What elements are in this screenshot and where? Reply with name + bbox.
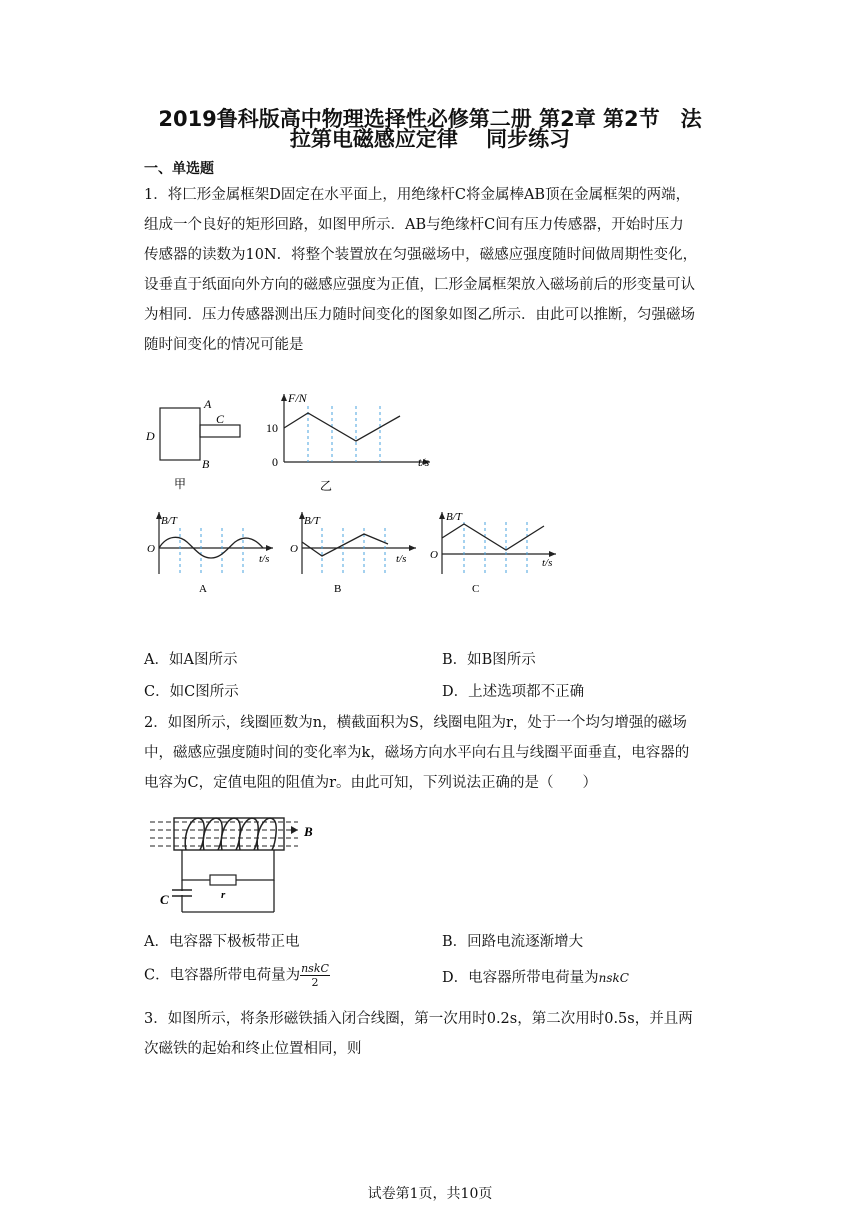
q1-line: 随时间变化的情况可能是 [144, 337, 304, 353]
q2-line: 电容为C，定值电阻的阻值为r。由此可知，下列说法正确的是（ ） [144, 775, 598, 791]
q2-option-d-value: nskC [598, 971, 629, 985]
label-d: D [146, 429, 155, 443]
q1-option-figure-b [288, 508, 418, 598]
q1-option-figure-c [428, 508, 558, 598]
circuit-r-label: r [221, 889, 226, 901]
q2-line: 2．如图所示，线圈匝数为n，横截面积为S，线圈电阻为r，处于一个均匀增强的磁场 [144, 715, 687, 731]
q2-circuit-figure [146, 812, 326, 920]
q1-option-b[interactable]: B．如B图所示 [442, 652, 536, 668]
section-heading: 一、单选题 [144, 161, 214, 177]
q1-text [144, 180, 718, 360]
opt-a-caption: A [199, 583, 207, 595]
label-b: B [202, 457, 210, 471]
caption-jia: 甲 [174, 477, 187, 491]
q1-line: 传感器的读数为10N．将整个装置放在匀强磁场中，磁感应强度随时间做周期性变化， [144, 247, 698, 263]
opt-b-caption: B [334, 583, 342, 595]
q2-option-d-text: D．电容器所带电荷量为 [442, 970, 599, 986]
q1-line: 组成一个良好的矩形回路，如图甲所示．AB与绝缘杆C间有压力传感器，开始时压力 [144, 217, 684, 233]
doc-title-line1: 2019鲁科版高中物理选择性必修第二册 第2章 第2节 法 [158, 107, 702, 131]
opt-c-ylabel: B/T [446, 511, 462, 523]
caption-yi: 乙 [320, 479, 333, 493]
q2-option-b[interactable]: B．回路电流逐渐增大 [442, 934, 584, 950]
yi-origin: 0 [272, 455, 278, 469]
q1-option-figure-a [145, 508, 275, 598]
q1-option-a[interactable]: A．如A图所示 [144, 652, 238, 668]
opt-b-ylabel: B/T [304, 515, 320, 527]
opt-c-xlabel: t/s [542, 557, 553, 569]
q1-option-c[interactable]: C．如C图所示 [144, 684, 239, 700]
fraction-denominator: 2 [311, 976, 319, 989]
opt-c-caption: C [472, 583, 480, 595]
q1-option-d[interactable]: D．上述选项都不正确 [442, 684, 585, 700]
page-footer: 试卷第1页，共10页 [367, 1186, 493, 1202]
q2-option-a[interactable]: A．电容器下极板带正电 [144, 934, 300, 950]
opt-a-ylabel: B/T [161, 515, 177, 527]
q1-figure-jia [140, 388, 260, 498]
q2-option-c-fraction [300, 962, 330, 989]
q2-option-c-text: C．电容器所带电荷量为 [144, 967, 301, 984]
q1-figure-yi [262, 388, 442, 498]
doc-title-line2: 拉第电磁感应定律 同步练习 [289, 127, 571, 151]
q2-line: 中，磁感应强度随时间的变化率为k，磁场方向水平向右且与线圈平面垂直，电容器的 [144, 745, 690, 761]
fraction-numerator: nskC [301, 962, 329, 975]
opt-c-origin: O [430, 549, 438, 561]
opt-a-origin: O [147, 543, 155, 555]
q3-line: 3．如图所示，将条形磁铁插入闭合线圈，第一次用时0.2s，第二次用时0.5s，并且两 [144, 1011, 693, 1027]
q1-line: 设垂直于纸面向外方向的磁感应强度为正值，匚形金属框架放入磁场前后的形变量可认 [144, 277, 695, 293]
yi-ylabel: F/N [288, 391, 307, 405]
yi-tick: 10 [266, 421, 278, 435]
opt-b-origin: O [290, 543, 298, 555]
q3-text [144, 1004, 718, 1064]
opt-a-xlabel: t/s [259, 553, 270, 565]
q3-line: 次磁铁的起始和终止位置相同，则 [144, 1041, 362, 1057]
q1-line: 1．将匚形金属框架D固定在水平面上，用绝缘杆C将金属棒AB顶在金属框架的两端， [144, 187, 691, 203]
yi-xlabel: t/s [418, 455, 430, 469]
q2-option-d[interactable] [442, 966, 629, 987]
label-c: C [216, 412, 225, 426]
q2-text [144, 708, 718, 798]
label-a: A [204, 397, 212, 411]
circuit-c-label: C [160, 892, 169, 907]
circuit-b-label: B [304, 824, 313, 839]
q1-line: 为相同．压力传感器测出压力随时间变化的图象如图乙所示．由此可以推断，匀强磁场 [144, 307, 695, 323]
opt-b-xlabel: t/s [396, 553, 407, 565]
q2-option-c[interactable] [144, 962, 330, 989]
